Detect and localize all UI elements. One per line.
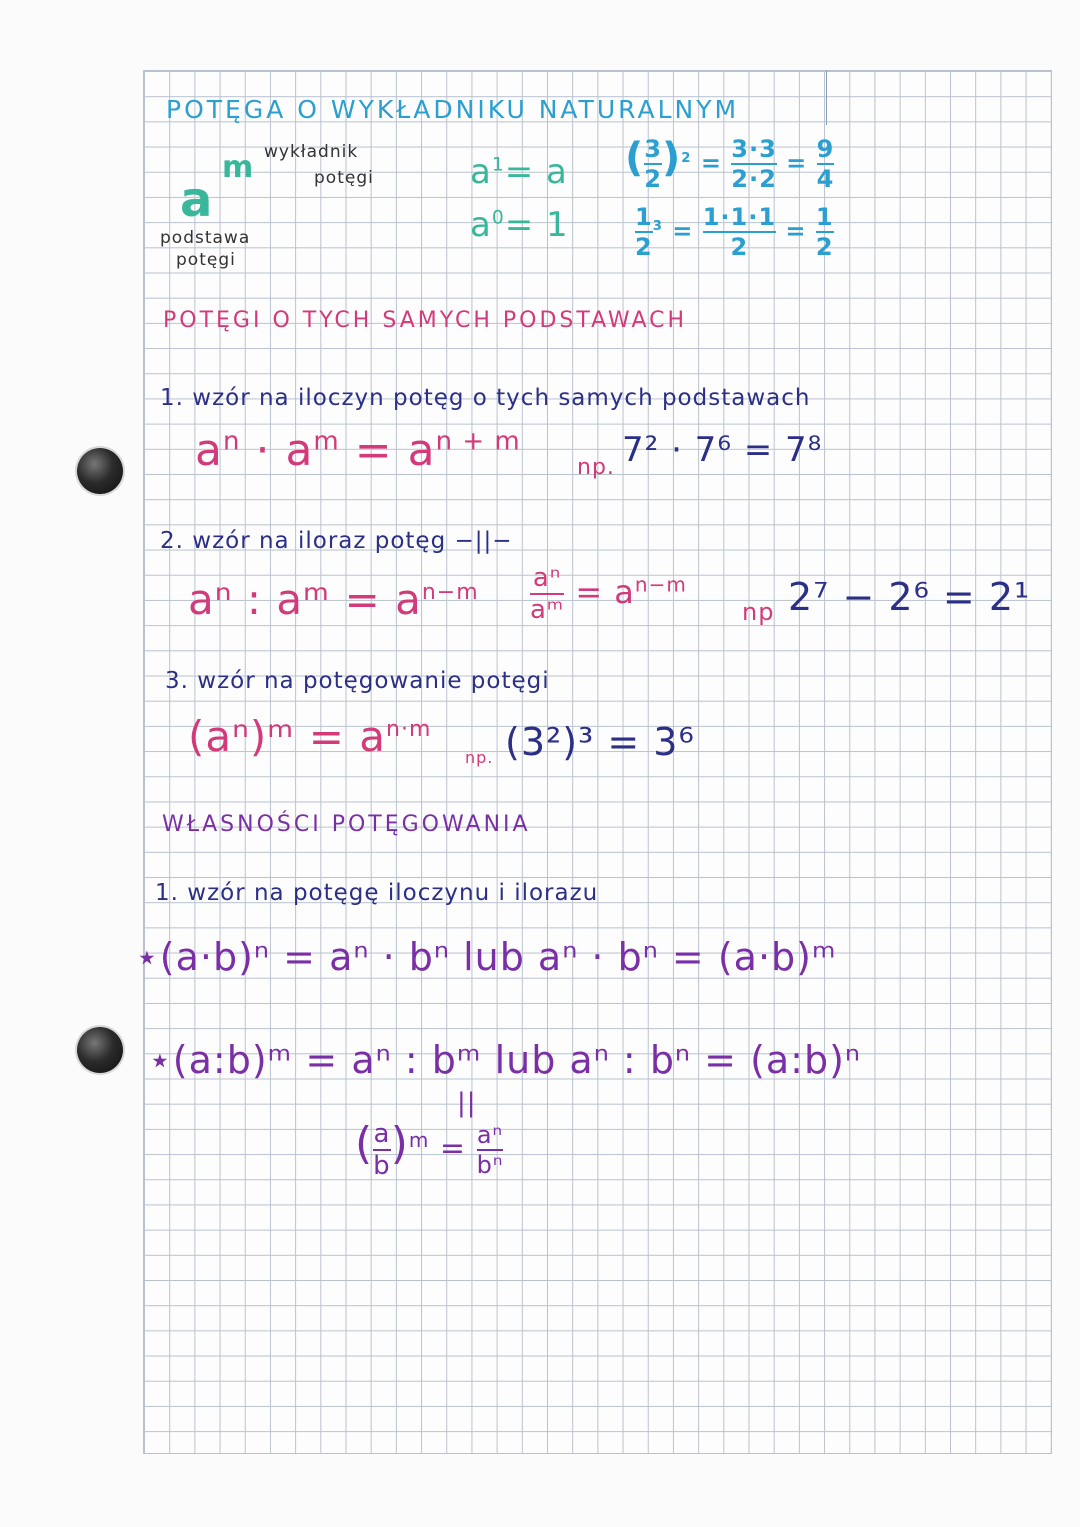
rule1-example: 7² · 7⁶ = 7⁸ (622, 430, 823, 470)
rule-power-zero: $a^0= 1$ (470, 205, 569, 245)
exponent-letter: m (222, 150, 255, 185)
rule3-example: (3²)³ = 3⁶ (505, 720, 695, 764)
rule3-title: 3. wzór na potęgowanie potęgi (165, 668, 550, 694)
label-wykladnik-potegi: potęgi (314, 168, 374, 188)
prop1-line2: ⋆(a:b)ᵐ = aⁿ : bᵐ lub aⁿ : bⁿ = (a:b)ⁿ (148, 1038, 862, 1082)
rule2-np: np (742, 598, 775, 626)
fraction-example-1: ( $\frac{3}{2}$ )$^2$ = $\frac{3\cdot 3}{2\cdot 2}$ = $\frac{9}{4}$ (625, 135, 835, 193)
punch-hole-top (77, 448, 123, 494)
rule-power-one: $a^1= a$ (470, 152, 568, 192)
label-podstawa-potegi: potęgi (176, 250, 236, 270)
heading-potega: POTĘGA O WYKŁADNIKU NATURALNYM (166, 95, 740, 124)
prop1-line1: ⋆(a·b)ⁿ = aⁿ · bⁿ lub aⁿ · bⁿ = (a·b)ᵐ (135, 935, 837, 979)
base-letter: a (180, 172, 214, 228)
rule1-formula: $a^n \cdot a^m = a^{n + m}$ (195, 425, 521, 476)
rule2-title: 2. wzór na iloraz potęg −||− (160, 528, 513, 554)
rule2-example: 2⁷ − 2⁶ = 2¹ (788, 575, 1031, 619)
rule2-formula: aⁿ : aᵐ = $a^{n-m}$ (188, 575, 479, 624)
heading-wlasnosci: WŁASNOŚCI POTĘGOWANIA (162, 812, 531, 837)
label-podstawa: podstawa (160, 228, 251, 248)
rule3-np: np. (465, 748, 494, 767)
rule1-np: np. (577, 455, 615, 480)
rule3-formula: (aⁿ)ᵐ = $a^{n\cdot m}$ (188, 712, 432, 761)
margin-line (826, 70, 827, 125)
rule1-title: 1. wzór na iloczyn potęg o tych samych podstawach (160, 385, 811, 411)
label-wykladnik: wykładnik (264, 142, 359, 162)
punch-hole-bottom (77, 1027, 123, 1073)
fraction-example-2: $\frac{1}{2}$ $^3$ = $\frac{1\cdot 1\cdot 1}{2}$ = $\frac{1}{2}$ (635, 203, 834, 261)
prop1-fraction-rule: ( $\frac{a}{b}$ )$^m$ = $\frac{\text{aⁿ}}{\text{bⁿ}}$ (355, 1118, 504, 1181)
prop1-title: 1. wzór na potęgę iloczynu i ilorazu (155, 880, 599, 906)
heading-potegi-podstawy: POTĘGI O TYCH SAMYCH PODSTAWACH (163, 308, 688, 333)
prop1-equal-mark: || (457, 1088, 477, 1118)
rule2-fraction-formula: $\frac{\text{aⁿ}}{\text{aᵐ}}$ = $a^{n-m}$ (530, 563, 687, 625)
